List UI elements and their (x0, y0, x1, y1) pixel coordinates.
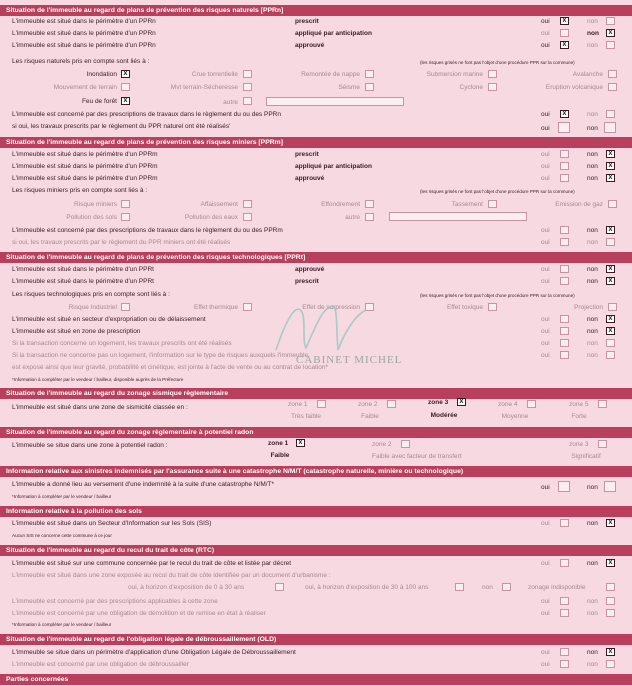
pprn-travaux-realises-label: si oui, les travaux prescrits par le règlement du PPR naturel ont été réalisés' (12, 123, 231, 130)
non-label: non (587, 340, 598, 347)
sinistres-label: L'immeuble a donné lieu au versement d'une indemnité à la suite d'une catastrophe N/M/T* (12, 481, 275, 488)
section-header-sinistres: Information relative aux sinistres indemnisés par l'assurance suite à une catastrophe N/M/T (catastrophe naturelle, minière ou technologique) (0, 466, 632, 477)
risk-checkbox-autre[interactable] (365, 213, 374, 221)
pprt-row-status: approuvé (295, 266, 325, 273)
non-checkbox[interactable] (604, 122, 616, 133)
risk-checkbox[interactable] (365, 200, 374, 208)
radon-label: L'immeuble se situe dans une zone à potentiel radon : (12, 442, 168, 449)
pprm-row-label: L'immeuble est situé dans le périmètre d'un PPRm (12, 151, 158, 158)
rtc-line-1: L'immeuble est situé sur une commune concernée par le recul du trait de côte et listée par décret (12, 560, 292, 567)
oui-checkbox[interactable] (560, 597, 569, 605)
pprn-row-status: prescrit (295, 18, 319, 25)
oui-label: oui (541, 316, 550, 323)
non-label: non (587, 278, 598, 285)
oui-checkbox[interactable] (560, 327, 569, 335)
risk-checkbox[interactable] (608, 83, 617, 91)
section-header-parties: Parties concernées (0, 674, 632, 685)
non-checkbox[interactable] (606, 110, 615, 118)
non-label: non (587, 484, 598, 491)
zone-checkbox[interactable] (387, 400, 396, 408)
zone-level: Forte (571, 413, 587, 420)
oui-checkbox[interactable] (560, 315, 569, 323)
rtc-horizon-label: oui, à horizon d'exposition de 0 à 30 ans (128, 584, 245, 591)
non-checkbox[interactable] (606, 41, 615, 49)
risk-label: Avalanche (572, 71, 603, 78)
oui-checkbox[interactable] (560, 519, 569, 527)
radon-zone-level: Faible (270, 452, 290, 459)
section-header-rtc: Situation de l'immeuble au regard du recul du trait de côte (RTC) (0, 545, 632, 556)
risk-checkbox[interactable] (488, 200, 497, 208)
risk-label-feu-de-foret: Feu de forêt (81, 98, 117, 105)
pprm-row-status: appliqué par anticipation (295, 163, 372, 170)
pprn-row-label: L'immeuble est situé dans le périmètre d'un PPRn (12, 30, 156, 37)
non-checkbox[interactable] (606, 29, 615, 37)
rtc-non-label: non (482, 584, 493, 591)
risk-label-autre: autre (345, 214, 360, 221)
non-label: non (587, 649, 598, 656)
oui-label: oui (541, 111, 550, 118)
pprt-prescription-label: L'immeuble est situé en zone de prescription (12, 328, 141, 335)
non-label: non (587, 598, 598, 605)
risk-checkbox-feu-de-foret[interactable] (121, 97, 130, 105)
non-label: non (587, 125, 598, 132)
risk-label: Crue torrentielle (191, 71, 238, 78)
risk-label: Affaissement (200, 201, 238, 208)
zone-level: Très faible (290, 413, 322, 420)
sismique-label: L'immeuble est situé dans une zone de sismicité classée en : (12, 404, 188, 411)
pprm-row-label: L'immeuble est situé dans le périmètre d'un PPRm (12, 175, 158, 182)
oui-label: oui (541, 328, 550, 335)
oui-checkbox[interactable] (560, 351, 569, 359)
pprt-row-status: prescrit (295, 278, 319, 285)
risk-label: Pollution des sols (66, 214, 117, 221)
autre-text-field[interactable] (266, 97, 404, 106)
oui-checkbox[interactable] (560, 648, 569, 656)
radon-zone-checkbox[interactable] (598, 440, 607, 448)
risk-label: Projection (574, 304, 603, 311)
oui-label: oui (541, 30, 550, 37)
risk-label-autre: autre (223, 99, 238, 106)
zone-checkbox-checked[interactable] (457, 398, 466, 406)
oui-label: oui (541, 227, 550, 234)
risk-label: Mouvement de terrain (53, 84, 117, 91)
risk-label: Risque Industriel (68, 304, 117, 311)
pprt-non-logement-label: Si la transaction ne concerne pas un logement, l'information sur le type de risques auxquels l'immeuble (12, 352, 309, 359)
non-label: non (587, 175, 598, 182)
risk-label: Remontée de nappe (301, 71, 360, 78)
pprn-row-status: approuvé (295, 42, 325, 49)
zone-label: zone 1 (288, 401, 308, 408)
non-checkbox[interactable] (606, 162, 615, 170)
risk-checkbox[interactable] (243, 200, 252, 208)
oui-label: oui (541, 163, 550, 170)
non-label: non (587, 328, 598, 335)
radon-zone-level: Significatif (571, 453, 601, 460)
pprm-grey-note: (les risques grisés ne font pas l'objet d'une procédure PPR sur la commune) (420, 189, 575, 194)
risk-checkbox[interactable] (608, 70, 617, 78)
radon-zone-label: zone 3 (569, 441, 589, 448)
zone-checkbox[interactable] (598, 400, 607, 408)
risk-label: Cyclone (459, 84, 483, 91)
non-checkbox[interactable] (606, 238, 615, 246)
rtc-indisponible-checkbox[interactable] (606, 583, 615, 591)
non-label: non (587, 163, 598, 170)
oui-checkbox[interactable] (560, 162, 569, 170)
oui-label: oui (541, 151, 550, 158)
risk-label: Emission de gaz (555, 201, 603, 208)
non-checkbox[interactable] (606, 597, 615, 605)
pprt-expropriation-label: L'immeuble est situé en secteur d'expropriation ou de délaissement (12, 316, 206, 323)
non-checkbox[interactable] (606, 559, 615, 567)
radon-zone-checkbox-checked[interactable] (296, 439, 305, 447)
risk-label: Effet toxique (446, 304, 483, 311)
oui-checkbox[interactable] (560, 41, 569, 49)
oui-label: oui (541, 278, 550, 285)
risk-checkbox[interactable] (365, 83, 374, 91)
non-label: non (587, 239, 598, 246)
non-checkbox[interactable] (606, 648, 615, 656)
non-label: non (587, 352, 598, 359)
oui-checkbox[interactable] (560, 277, 569, 285)
non-checkbox[interactable] (606, 174, 615, 182)
watermark-text: CABINET MICHEL (296, 354, 403, 366)
pprn-row-label: L'immeuble est situé dans le périmètre d'un PPRn (12, 18, 156, 25)
risk-checkbox[interactable] (121, 83, 130, 91)
risk-checkbox[interactable] (365, 70, 374, 78)
oui-checkbox[interactable] (560, 17, 569, 25)
oui-label: oui (541, 352, 550, 359)
rtc-horizon-checkbox[interactable] (275, 583, 284, 591)
section-header-sols: Information relative à la pollution des sols (0, 506, 632, 517)
risk-checkbox[interactable] (488, 70, 497, 78)
rtc-line-3: L'immeuble est concerné par des prescriptions applicables à cette zone (12, 598, 218, 605)
pprm-row-label: L'immeuble est situé dans le périmètre d'un PPRm (12, 163, 158, 170)
sols-label: L'immeuble est situé dans un Secteur d'Information sur les Sols (SIS) (12, 520, 212, 527)
risk-label: Pollution des eaux (184, 214, 238, 221)
non-checkbox[interactable] (606, 265, 615, 273)
zone-label: zone 2 (358, 401, 378, 408)
oui-label: oui (541, 18, 550, 25)
oui-label: oui (541, 340, 550, 347)
risk-checkbox[interactable] (121, 303, 130, 311)
zone-checkbox[interactable] (527, 400, 536, 408)
rtc-indisponible-label: zonage indisponible (528, 584, 586, 591)
section-header-pprt: Situation de l'immeuble au regard de plans de prévention des risques technologiques [PPRt] (0, 252, 632, 263)
risk-checkbox-autre[interactable] (243, 97, 252, 105)
risk-checkbox[interactable] (608, 200, 617, 208)
rtc-line-4: L'immeuble est concerné par une obligation de démolition et de remise en état à réaliser (12, 610, 266, 617)
non-label: non (587, 227, 598, 234)
risk-checkbox[interactable] (608, 303, 617, 311)
non-label: non (587, 316, 598, 323)
oui-checkbox[interactable] (560, 660, 569, 668)
radon-zone-checkbox[interactable] (401, 440, 410, 448)
non-label: non (587, 18, 598, 25)
section-header-pprn: Situation de l'immeuble au regard de plans de prévention des risques naturels [PPRn] (0, 5, 632, 16)
old-line-2: L'immeuble est concerné par une obligation de débroussailler (12, 661, 189, 668)
risk-label: Effondrement (321, 201, 360, 208)
risk-label: Séisme (338, 84, 360, 91)
oui-label: oui (541, 598, 550, 605)
zone-level: Moyenne (501, 413, 529, 420)
zone-label: zone 4 (498, 401, 518, 408)
oui-label: oui (541, 520, 550, 527)
oui-checkbox[interactable] (558, 481, 570, 492)
oui-label: oui (541, 484, 550, 491)
oui-checkbox[interactable] (560, 609, 569, 617)
non-checkbox[interactable] (606, 150, 615, 158)
non-label: non (587, 42, 598, 49)
rtc-line-2: L'immeuble est situé dans une zone exposée au recul du trait de côte identifiée par un document d'urbanisme : (12, 572, 331, 579)
non-label: non (587, 266, 598, 273)
oui-checkbox[interactable] (560, 339, 569, 347)
non-label: non (587, 151, 598, 158)
pprm-travaux-realises-label: si oui, les travaux prescrits par le règlement du PPR miniers ont été réalisés (12, 239, 231, 246)
rtc-horizon-checkbox[interactable] (455, 583, 464, 591)
pprn-risks-label: Les risques naturels pris en compte sont liés à : (12, 58, 150, 65)
section-header-pprm: Situation de l'immeuble au regard de plans de prévention des risques miniers [PPRm] (0, 137, 632, 148)
pprt-row-label: L'immeuble est situé dans le périmètre d'un PPRt (12, 266, 154, 273)
sinistres-note: *Information à compléter par le vendeur / bailleur (12, 494, 112, 499)
risk-checkbox[interactable] (121, 213, 130, 221)
zone-checkbox[interactable] (317, 400, 326, 408)
section-header-radon: Situation de l'immeuble au regard du zonage règlementaire à potentiel radon (0, 427, 632, 438)
pprn-travaux-label: L'immeuble est concerné par des prescriptions de travaux dans le règlement du ou des PPRn (12, 111, 281, 118)
oui-checkbox[interactable] (558, 122, 570, 133)
non-label: non (587, 520, 598, 527)
risk-checkbox[interactable] (243, 213, 252, 221)
risk-label: Effet de surpression (302, 304, 360, 311)
pprt-grey-note: (les risques grisés ne font pas l'objet d'une procédure PPR sur la commune) (420, 293, 575, 298)
pprn-grey-note: (les risques grisés ne font pas l'objet d'une procédure PPR sur la commune) (420, 60, 575, 65)
pprt-logement-label: Si la transaction concerne un logement, les travaux prescrits ont été réalisés (12, 340, 232, 347)
pprm-row-status: approuvé (295, 175, 325, 182)
old-line-1: L'immeuble se situe dans un périmètre d'application d'une Obligation Légale de Débroussaillement (12, 649, 296, 656)
risk-checkbox[interactable] (488, 83, 497, 91)
non-label: non (587, 661, 598, 668)
pprm-row-status: prescrit (295, 151, 319, 158)
risk-label: Mvt terrain-Sécheresse (170, 84, 238, 91)
zone-label: zone 3 (428, 399, 449, 406)
zone-level: Faible (361, 413, 379, 420)
pprt-risks-label: Les risques technologiques pris en compte sont liés à : (12, 291, 170, 298)
pprm-risks-label: Les risques miniers pris en compte sont liés à : (12, 187, 148, 194)
risk-checkbox[interactable] (243, 303, 252, 311)
non-label: non (587, 560, 598, 567)
risk-label: Submersion marine (426, 71, 483, 78)
non-label: non (587, 30, 599, 37)
rtc-non-checkbox[interactable] (502, 583, 511, 591)
pprt-row-label: L'immeuble est situé dans le périmètre d'un PPRt (12, 278, 154, 285)
non-checkbox[interactable] (606, 327, 615, 335)
rtc-horizon-label: oui, à horizon d'exposition de 30 à 100 ans (305, 584, 429, 591)
pprt-non-logement-label-2: est exposé ainsi que leur gravité, probabilité et cinétique, est jointe à l'acte de vente ou au contrat de location* (12, 364, 328, 371)
pprm-travaux-label: L'immeuble est concerné par des prescriptions de travaux dans le règlement du ou des PPRm (12, 227, 283, 234)
radon-zone-level: Faible avec facteur de transfert (372, 453, 462, 460)
oui-checkbox[interactable] (560, 150, 569, 158)
risk-label-inondation: Inondation (86, 71, 117, 78)
oui-label: oui (541, 239, 550, 246)
oui-checkbox[interactable] (560, 174, 569, 182)
oui-checkbox[interactable] (560, 559, 569, 567)
rtc-note: *Information à compléter par le vendeur / bailleur (12, 622, 112, 627)
zone-label: zone 5 (569, 401, 589, 408)
non-checkbox[interactable] (606, 609, 615, 617)
radon-zone-label: zone 2 (372, 441, 392, 448)
non-checkbox[interactable] (606, 351, 615, 359)
oui-label: oui (541, 610, 550, 617)
oui-checkbox[interactable] (560, 238, 569, 246)
pprt-note: *Information à compléter par le vendeur / bailleur, disponible auprès de la Préfecture (12, 377, 184, 382)
risk-checkbox-inondation[interactable] (121, 70, 130, 78)
oui-label: oui (541, 175, 550, 182)
sols-note: Aucun SIS ne concerne cette commune à ce jour (12, 533, 112, 538)
oui-checkbox[interactable] (560, 265, 569, 273)
risk-label: Risque miniers (74, 201, 117, 208)
zone-level: Modérée (430, 412, 458, 419)
risk-checkbox[interactable] (488, 303, 497, 311)
non-checkbox[interactable] (606, 315, 615, 323)
non-label: non (587, 610, 598, 617)
pprn-row-label: L'immeuble est situé dans le périmètre d'un PPRn (12, 42, 156, 49)
oui-checkbox[interactable] (560, 29, 569, 37)
oui-checkbox[interactable] (560, 226, 569, 234)
section-header-old: Situation de l'immeuble au regard de l'obligation légale de débroussaillement (OLD) (0, 634, 632, 645)
oui-label: oui (541, 649, 550, 656)
risk-checkbox[interactable] (243, 83, 252, 91)
radon-zone-label: zone 1 (268, 440, 289, 447)
oui-checkbox[interactable] (560, 110, 569, 118)
risk-label: Eruption volcanique (545, 84, 603, 91)
oui-label: oui (541, 266, 550, 273)
non-checkbox[interactable] (606, 519, 615, 527)
oui-label: oui (541, 560, 550, 567)
non-checkbox[interactable] (606, 339, 615, 347)
oui-label: oui (541, 42, 550, 49)
non-checkbox[interactable] (606, 277, 615, 285)
non-checkbox[interactable] (606, 17, 615, 25)
risk-checkbox[interactable] (243, 70, 252, 78)
non-checkbox[interactable] (606, 660, 615, 668)
pprn-row-status: appliqué par anticipation (295, 30, 372, 37)
risk-checkbox[interactable] (121, 200, 130, 208)
section-header-sismique: Situation de l'immeuble au regard du zonage sismique règlementaire (0, 388, 632, 399)
risk-label: Tassement (451, 201, 483, 208)
non-checkbox[interactable] (604, 481, 616, 492)
non-checkbox[interactable] (606, 226, 615, 234)
oui-label: oui (541, 125, 550, 132)
non-label: non (587, 111, 598, 118)
oui-label: oui (541, 661, 550, 668)
autre-text-field[interactable] (389, 212, 527, 221)
risk-label: Effet thermique (194, 304, 238, 311)
